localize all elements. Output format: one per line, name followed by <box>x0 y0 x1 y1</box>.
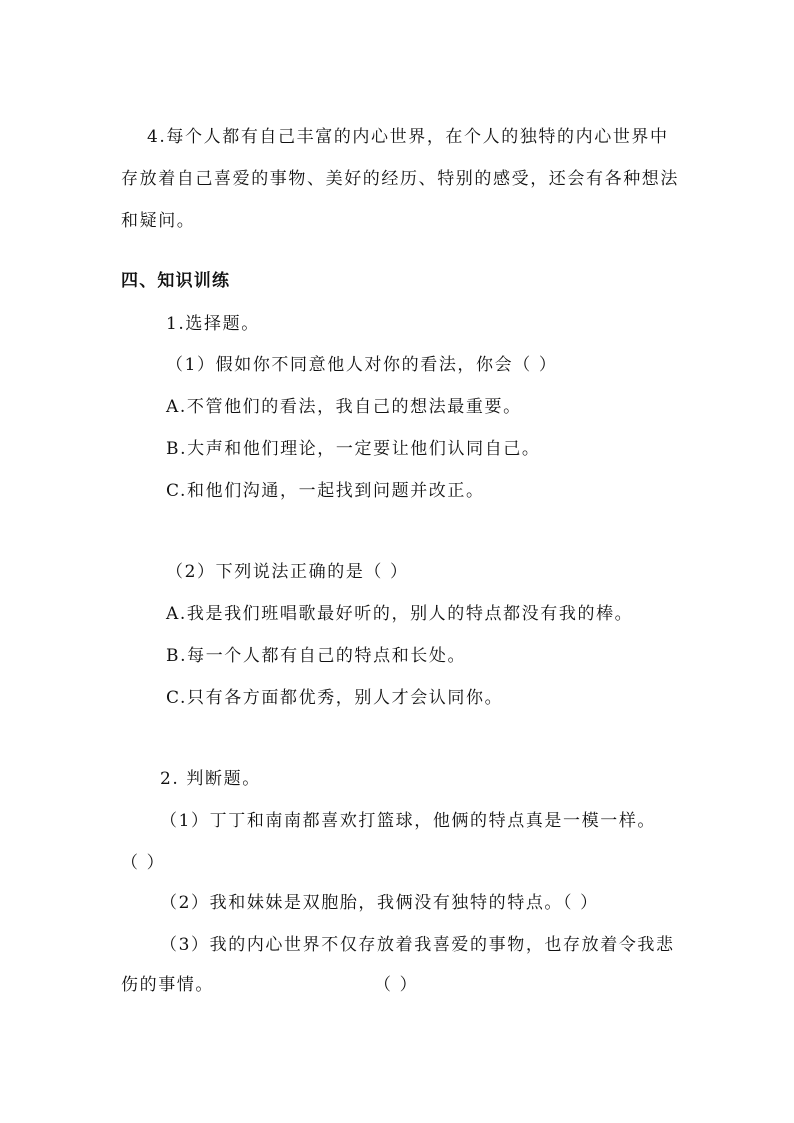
judge-q3-line-2: 伤的事情。 <box>121 975 214 995</box>
judge-section-title: 2. 判断题。 <box>160 769 261 789</box>
choice-section-title: 1.选择题。 <box>166 314 260 334</box>
judge-q3-answer-blank: （ ） <box>374 975 419 995</box>
judge-q2: （2）我和妹妹是双胞胎，我俩没有独特的特点。（ ） <box>160 893 599 913</box>
choice-q1-option-b: B.大声和他们理论，一定要让他们认同自己。 <box>166 439 541 459</box>
choice-q1-stem: （1）假如你不同意他人对你的看法，你会（ ） <box>166 355 558 375</box>
intro-line-1: 4.每个人都有自己丰富的内心世界，在个人的独特的内心世界中 <box>147 127 669 147</box>
intro-line-2: 存放着自己喜爱的事物、美好的经历、特别的感受，还会有各种想法 <box>121 169 679 189</box>
choice-q2-option-a: A.我是我们班唱歌最好听的，别人的特点都没有我的棒。 <box>166 604 634 624</box>
judge-q1-line-1: （1）丁丁和南南都喜欢打篮球，他俩的特点真是一模一样。 <box>160 811 657 831</box>
choice-q1-option-a: A.不管他们的看法，我自己的想法最重要。 <box>166 397 522 417</box>
choice-q2-option-b: B.每一个人都有自己的特点和长处。 <box>166 646 467 666</box>
judge-q3-line-1: （3）我的内心世界不仅存放着我喜爱的事物，也存放着令我悲 <box>160 935 675 955</box>
section-title: 四、知识训练 <box>121 271 231 291</box>
choice-q1-option-c: C.和他们沟通，一起找到问题并改正。 <box>166 481 485 501</box>
choice-q2-stem: （2）下列说法正确的是（ ） <box>166 562 409 582</box>
choice-q2-option-c: C.只有各方面都优秀，别人才会认同你。 <box>166 688 504 708</box>
intro-line-3: 和疑问。 <box>121 211 196 231</box>
judge-q1-answer-blank: （ ） <box>121 853 166 873</box>
